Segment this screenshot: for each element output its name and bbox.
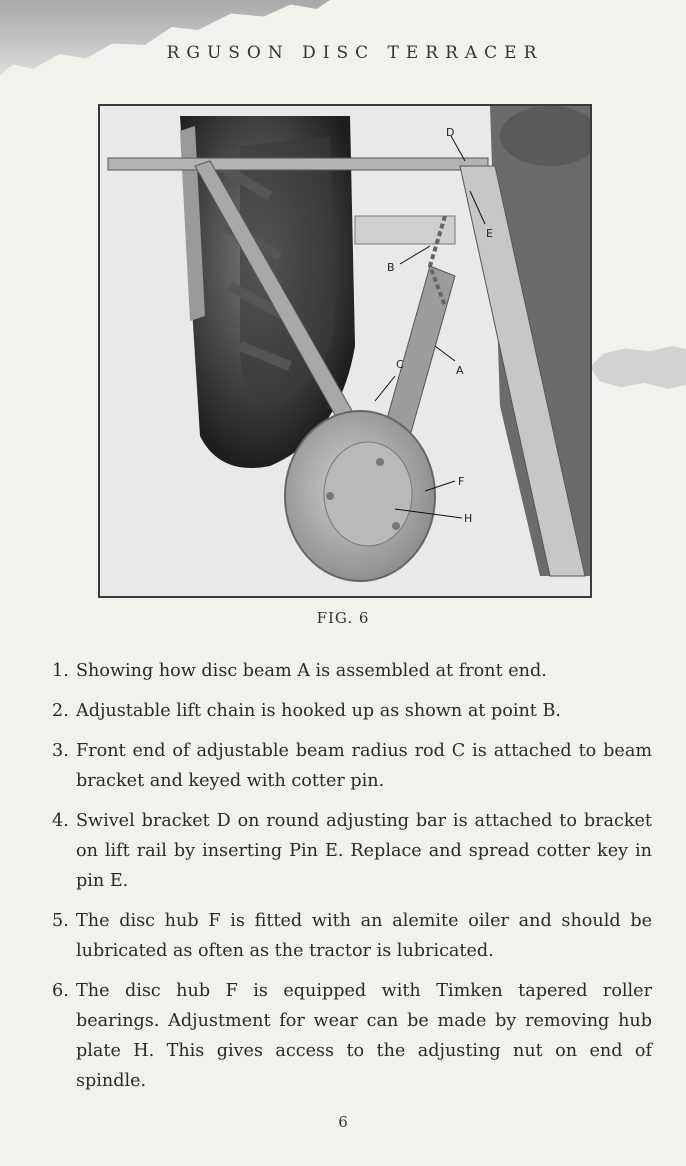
figure-photo: [98, 104, 592, 598]
list-item: [52, 736, 652, 796]
label-h: H: [464, 512, 473, 525]
machinery-illustration: [100, 106, 590, 596]
list-item: [52, 906, 652, 966]
label-b: B: [387, 261, 395, 274]
list-item: [52, 656, 652, 686]
figure-caption: FIG. 6: [316, 609, 370, 627]
item-number: 2.: [52, 701, 69, 721]
page-header: RGUSON DISC TERRACER: [166, 43, 544, 63]
list-item: [52, 806, 652, 896]
item-text: The disc hub F is fitted with an alemite oiler and should be lubricated as often as the tractor is lubricated.: [76, 911, 652, 961]
label-d: D: [446, 126, 455, 139]
label-e: E: [486, 227, 493, 240]
page-number: 6: [338, 1113, 348, 1131]
item-text: Adjustable lift chain is hooked up as shown at point B.: [76, 701, 561, 721]
instruction-list: [52, 656, 652, 1106]
item-number: 4.: [52, 811, 69, 831]
item-number: 6.: [52, 981, 69, 1001]
item-number: 1.: [52, 661, 69, 681]
item-text: Swivel bracket D on round adjusting bar is attached to bracket on lift rail by inserting Pin E. Replace and spread cotter key in pin E.: [76, 811, 652, 891]
label-a: A: [456, 364, 464, 377]
torn-page-corner: [0, 0, 330, 75]
item-number: 5.: [52, 911, 69, 931]
label-f: F: [458, 475, 465, 488]
item-text: Showing how disc beam A is assembled at front end.: [76, 661, 547, 681]
label-c: C: [396, 358, 404, 371]
list-item: [52, 696, 652, 726]
item-number: 3.: [52, 741, 69, 761]
item-text: The disc hub F is equipped with Timken tapered roller bearings. Adjustment for wear can be made by removing hub plate H. This gives access to the adjusting nut on end of spindle.: [76, 981, 652, 1091]
torn-page-edge: [590, 345, 686, 389]
item-text: Front end of adjustable beam radius rod C is attached to beam bracket and keyed with cotter pin.: [76, 741, 652, 791]
list-item: [52, 976, 652, 1096]
